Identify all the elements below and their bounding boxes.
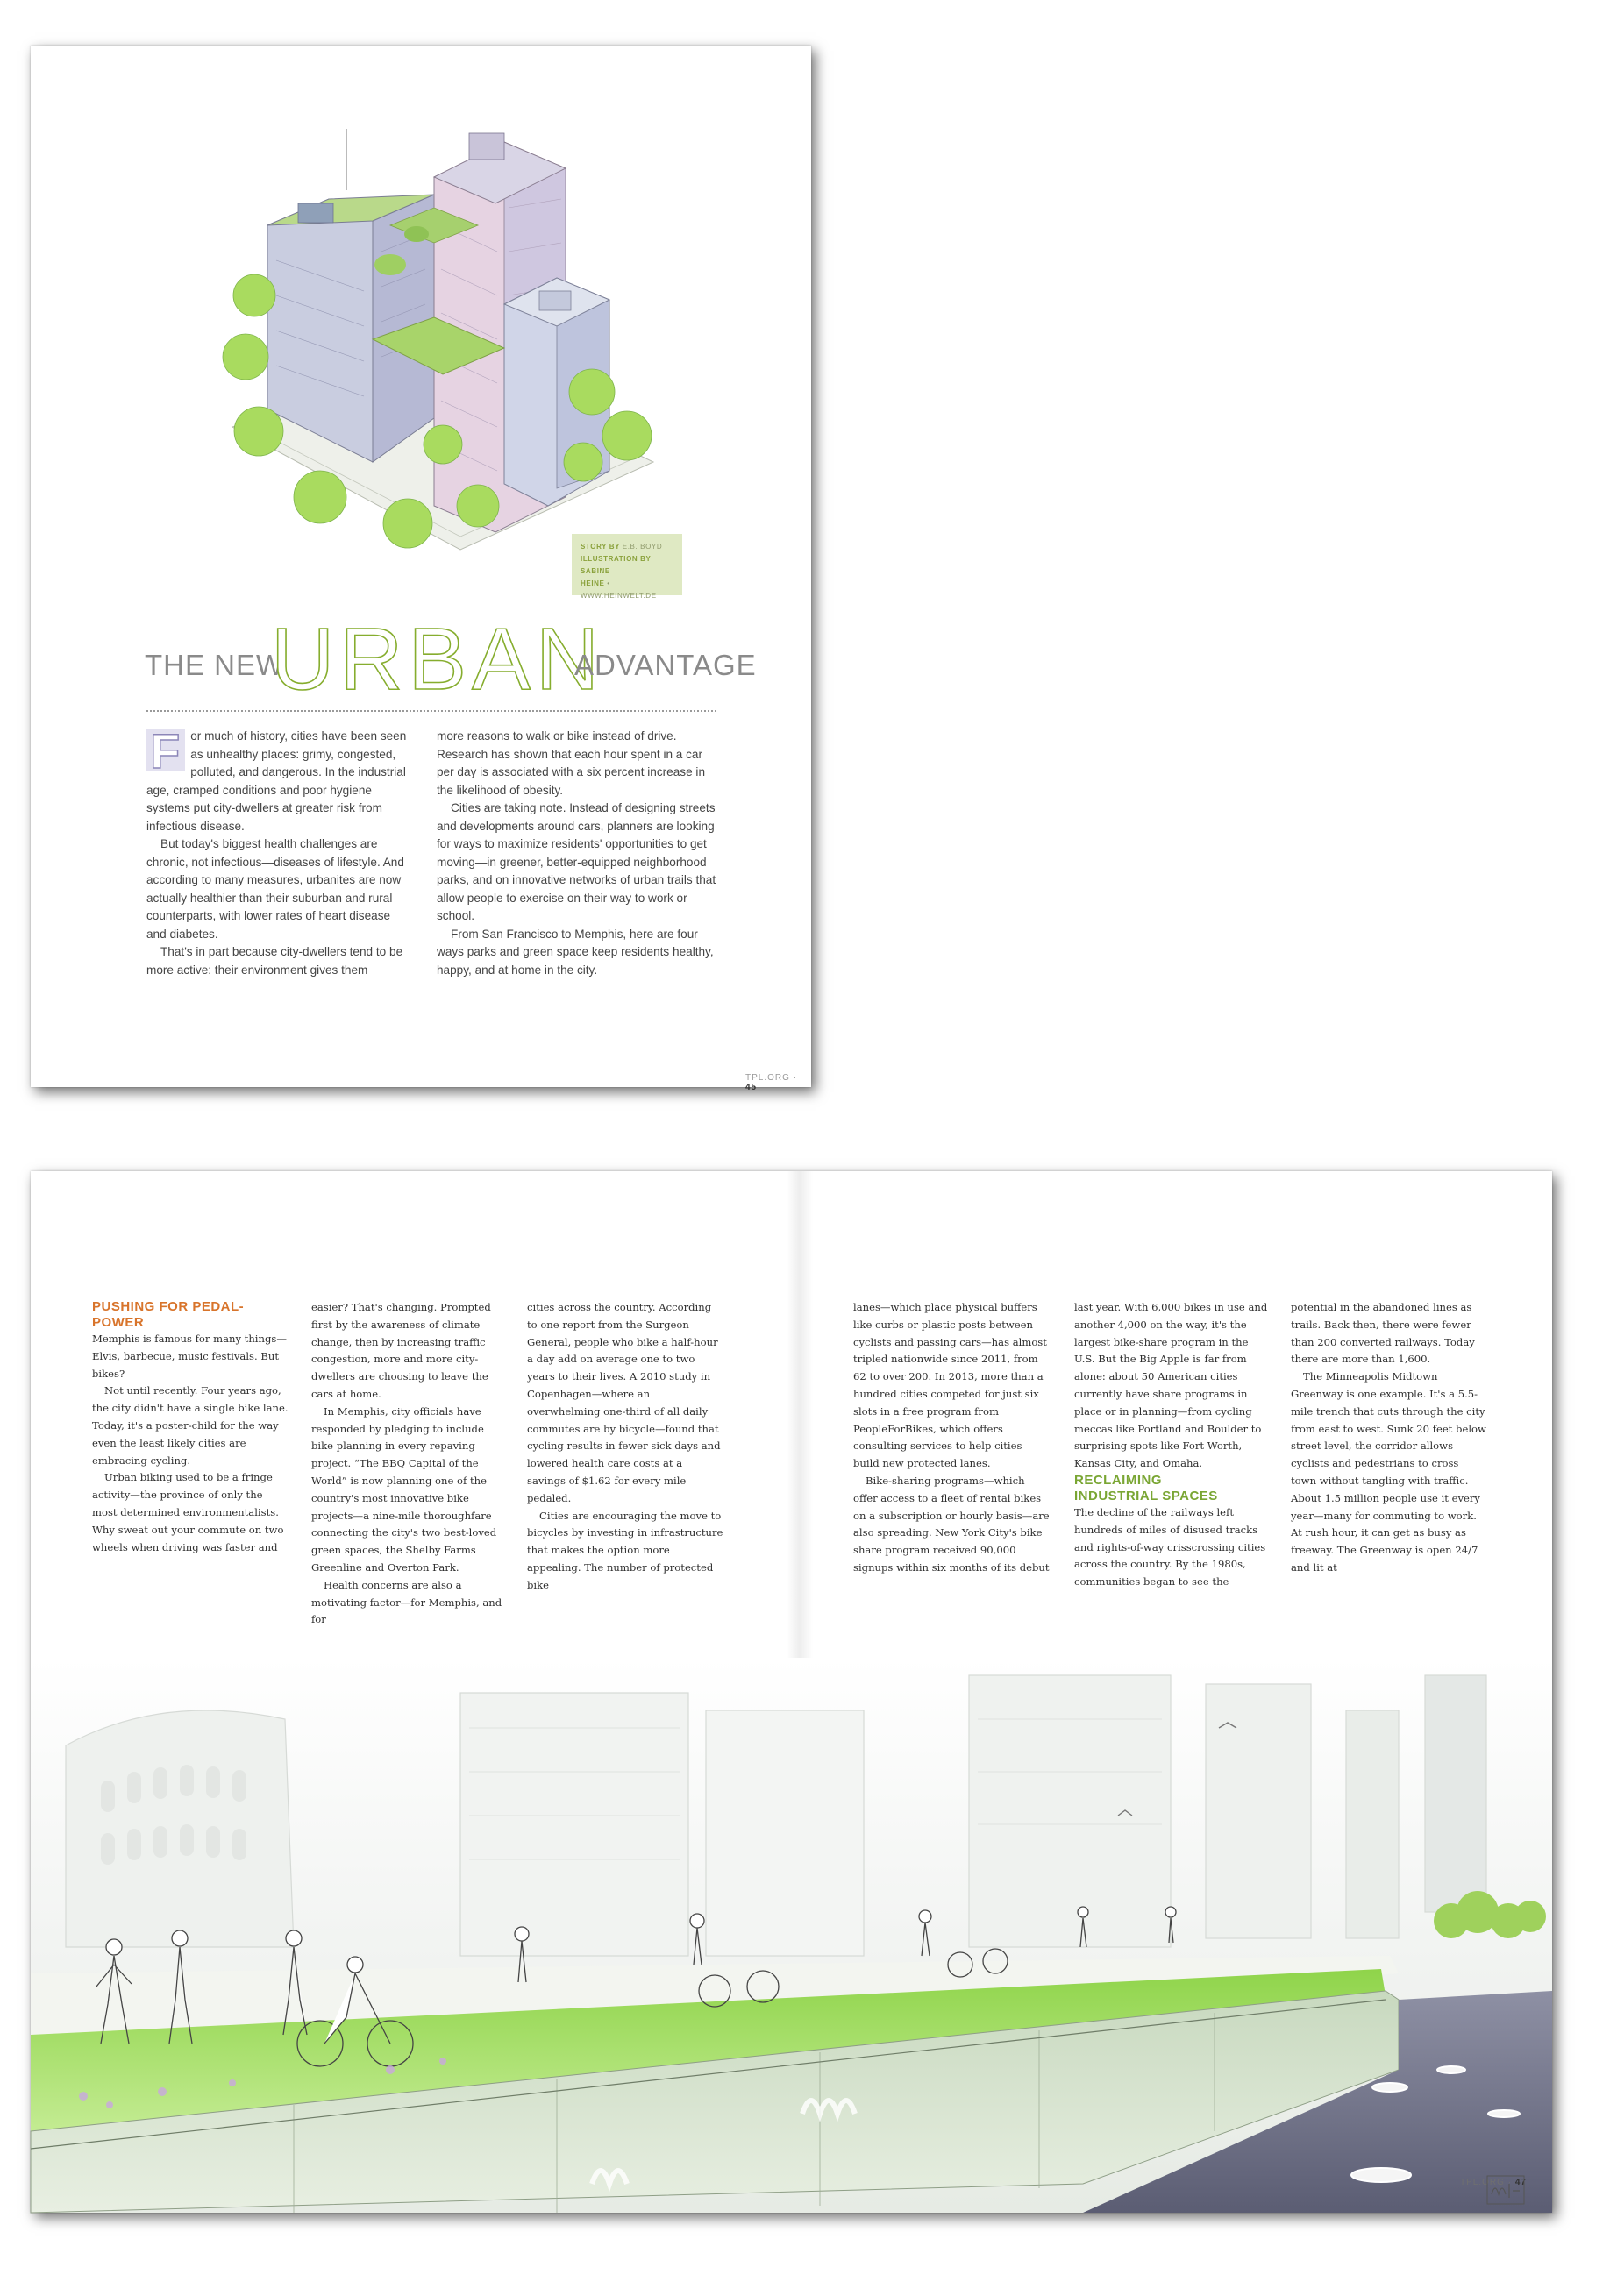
magazine-spread-46-47 <box>31 1171 1552 2213</box>
title-prefix: THE NEW <box>145 649 285 681</box>
body-paragraph: The Minneapolis Midtown Greenway is one example. It's a 5.5-mile trench that cuts through the city from east to west. Sunk 20 feet below street level, the corridor allows cyclists and pedestrians to cross town without tangling with traffic. About 1.5 million people use it every year—many for commuting to work. At rush hour, it can get as busy as freeway. The Greenway is open 24/7 and lit at <box>1291 1370 1486 1574</box>
illustrator-website: • WWW.HEINWELT.DE <box>581 579 657 600</box>
title-divider <box>146 710 716 712</box>
illustrator-first-name: SABINE <box>581 567 610 575</box>
page-number: 47 <box>1514 2178 1527 2187</box>
intro-column-left <box>146 723 411 979</box>
intro-paragraph: From San Francisco to Memphis, here are four ways parks and green space keep residents healthy, happy, and at home in the city. <box>437 927 714 977</box>
article-title <box>145 610 757 708</box>
body-paragraph: Not until recently. Four years ago, the city didn't have a single bike lane. Today, it's a poster-child for the way even the least likely cities are embracing cycling. <box>92 1384 289 1467</box>
page-folio: TPL.ORG · 45 <box>745 1073 798 1092</box>
artist-signature <box>1486 2175 1525 2205</box>
intro-column-right <box>437 728 717 979</box>
title-main-word: URBAN <box>271 610 605 708</box>
intro-paragraph: Cities are taking note. Instead of designing streets and developments around cars, planners are looking for ways to maximize residents' opportunities to get moving—in greener, better-equipped neighborhood parks, and on innovative networks of urban trails that allow people to exercise on their way to work or school. <box>437 801 716 922</box>
title-suffix: ADVANTAGE <box>574 649 757 681</box>
article-column-3 <box>527 1299 723 1595</box>
section-heading-industrial-spaces: RECLAIMING INDUSTRIAL SPACES <box>1074 1472 1218 1503</box>
drop-cap: F <box>146 729 185 771</box>
body-paragraph: Memphis is famous for many things—Elvis, barbecue, music festivals. But bikes? <box>92 1333 287 1380</box>
illustration-by-label: ILLUSTRATION BY <box>581 555 652 563</box>
byline-box <box>572 534 682 600</box>
magazine-page-45 <box>31 46 811 1092</box>
intro-paragraph: But today's biggest health challenges are chronic, not infectious—diseases of lifestyle. And according to many measures, urbanites are now actually healthier than their suburban and rural counterparts, with lower rates of heart disease and diabetes. <box>146 837 404 941</box>
article-column-1 <box>92 1299 289 1556</box>
intro-paragraph: F or much of history, cities have been seen as unhealthy places: grimy, congested, polluted, and dangerous. In the industrial age, cramped conditions and poor hygiene systems put city-dwellers at greater risk from infectious disease. <box>146 723 407 833</box>
intro-paragraph: more reasons to walk or bike instead of drive. Research has shown that each hour spent in a car per day is associated with a six percent increase in the likelihood of obesity. <box>437 729 706 797</box>
body-paragraph: lanes—which place physical buffers like curbs or plastic posts between cyclists and passing cars—has almost tripled nationwide since 2011, from 62 to over 200. In 2013, more than a hundred cities competed for just six slots in a free program from PeopleForBikes, which offers consulting services to help cities build new protected lanes. <box>853 1301 1047 1470</box>
story-by-label: STORY BY <box>581 543 620 551</box>
article-column-5 <box>1074 1299 1271 1591</box>
section-heading-pedal-power: PUSHING FOR PEDAL-POWER <box>92 1299 245 1330</box>
intro-paragraph: That's in part because city-dwellers tend to be more active: their environment gives them <box>146 945 403 977</box>
body-paragraph: Urban biking used to be a fringe activity—the province of only the most determined environmentalists. Why sweat out your commute on two wheels when driving was faster and <box>92 1471 284 1553</box>
body-paragraph: potential in the abandoned lines as trails. Back then, there were fewer than 200 converted railways. Today there are more than 1,600. <box>1291 1301 1475 1366</box>
greenway-illustration <box>31 1658 1552 2213</box>
page-folio: TPL.ORG · 47 <box>1460 2178 1527 2187</box>
article-column-6 <box>1291 1299 1487 1577</box>
body-paragraph: The decline of the railways left hundreds of miles of disused tracks and rights-of-way crisscrossing cities across the country. By the 1980s, communities began to see the <box>1074 1505 1266 1589</box>
body-paragraph: last year. With 6,000 bikes in use and another 4,000 on the way, it's the largest bike-share program in the U.S. But the Big Apple is far from alone: about 50 American cities currently have share programs in place or in planning—from cycling meccas like Portland and Boulder to surprising spots like Fort Worth, Kansas City, and Omaha. <box>1074 1301 1268 1470</box>
page-number: 45 <box>745 1083 758 1092</box>
body-paragraph: easier? That's changing. Prompted first by the awareness of climate change, then by increasing traffic congestion, more and more city-dwellers are choosing to leave the cars at home. <box>311 1301 491 1400</box>
illustrator-last-name: HEINE <box>581 579 605 587</box>
body-paragraph: In Memphis, city officials have responded by pledging to include bike planning in every repaving project. “The BBQ Capital of the World” is now planning one of the country's most innovative bike projects—a nine-mile thoroughfare connecting the city's two best-loved green spaces, the Shelby Farms Greenline and Overton Park. <box>311 1404 497 1574</box>
story-author: E.B. BOYD <box>622 543 663 551</box>
body-paragraph: Health concerns are also a motivating factor—for Memphis, and for <box>311 1578 502 1626</box>
urban-buildings-illustration <box>215 94 671 594</box>
body-paragraph: cities across the country. According to one report from the Surgeon General, people who bike a half-hour a day add on average one to two years to their lives. A 2010 study in Copenhagen—where an overwhelming one-third of all daily commutes are by bicycle—found that cycling results in fewer sick days and lowered health care costs at a savings of $1.62 for every mile pedaled. <box>527 1301 721 1504</box>
body-paragraph: Cities are encouraging the move to bicycles by investing in infrastructure that makes the option more appealing. The number of protected bike <box>527 1509 723 1591</box>
article-column-2 <box>311 1299 508 1629</box>
body-paragraph: Bike-sharing programs—which offer access to a fleet of rental bikes on a subscription or hourly basis—are also spreading. New York City's bike share program received 90,000 signups within six months of its debut <box>853 1474 1050 1574</box>
article-column-4 <box>853 1299 1050 1577</box>
